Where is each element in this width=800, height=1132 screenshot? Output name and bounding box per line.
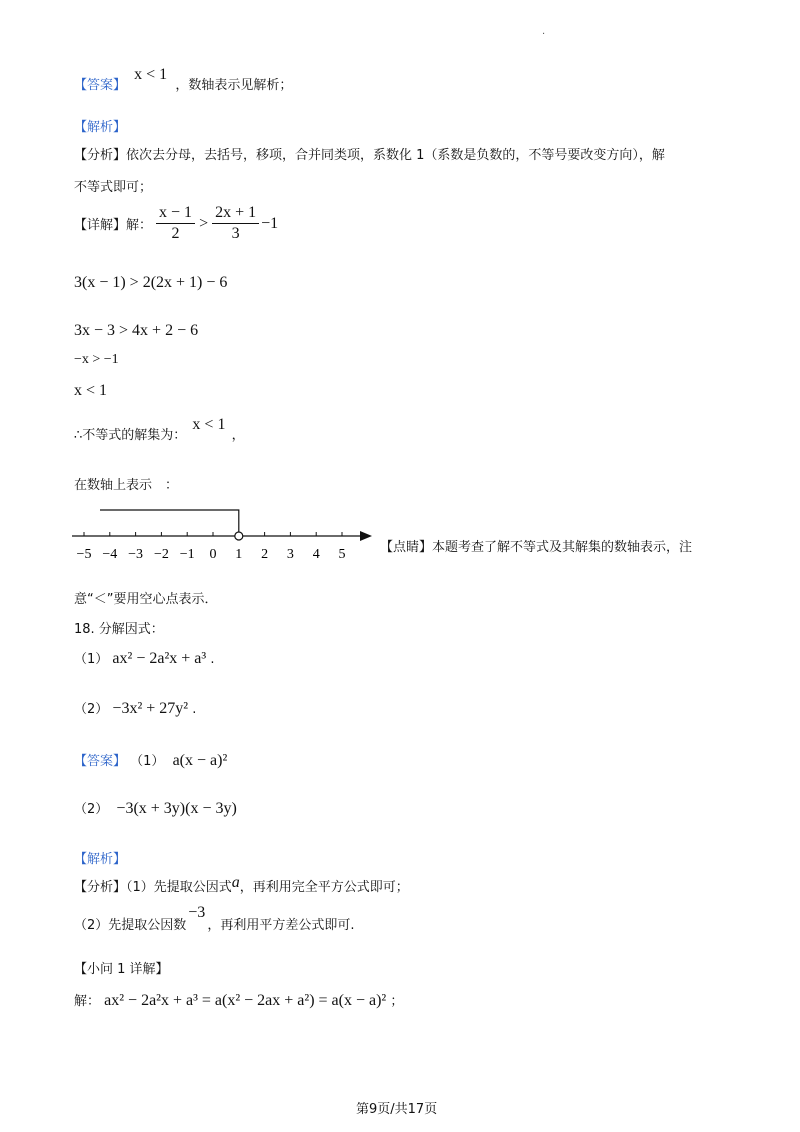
number-line-diagram — [60, 496, 380, 566]
analysis-text-1: 依次去分母，去括号，移项，合并同类项，系数化 1（系数是负数的，不等号要改变方向），解 — [126, 148, 665, 163]
solution-set-math: x < 1 — [192, 416, 226, 433]
tick-label: −1 — [179, 547, 195, 562]
tick-label: −3 — [128, 547, 144, 562]
analysis2-var-a: a — [231, 874, 240, 891]
step-2: 3x − 3 > 4x + 2 − 6 — [74, 322, 199, 339]
step-3: −x > −1 — [74, 352, 119, 367]
solution-set-line — [74, 416, 245, 444]
analysis2-tag: 【分析】 — [74, 880, 127, 895]
tick-label: 4 — [312, 547, 320, 562]
solution-range-bracket — [100, 510, 239, 532]
tick-label: 3 — [286, 547, 294, 562]
greater-than-sign: > — [199, 214, 209, 232]
step-1: 3(x − 1) > 2(2x + 1) − 6 — [74, 274, 228, 291]
step-4: x < 1 — [74, 382, 108, 399]
sub1-suffix: ； — [390, 994, 404, 1009]
analysis2-text-1a: （1）先提取公因式 — [126, 880, 232, 895]
open-endpoint-circle — [235, 532, 243, 540]
fraction-right-denominator: 3 — [231, 225, 240, 242]
fraction-right-numerator: 2x + 1 — [212, 204, 259, 224]
detail-prefix: 解： — [126, 218, 153, 233]
answer-line-2 — [74, 750, 227, 770]
analysis2-text-2b: ，再利用平方差公式即可. — [207, 918, 355, 933]
analysis-line-1 — [74, 144, 665, 163]
analysis2-var-neg3: −3 — [188, 904, 206, 921]
number-line-intro: 在数轴上表示 ： — [74, 478, 179, 493]
solution-set-prefix: ∴不等式的解集为： — [74, 428, 187, 443]
remark-text-1: 本题考查了解不等式及其解集的数轴表示，注 — [432, 540, 693, 555]
tick-label: −4 — [102, 547, 118, 562]
sub1-prefix: 解： — [74, 994, 101, 1009]
header-dot: . — [542, 26, 546, 37]
analysis-tag-2: 【解析】 — [74, 852, 127, 867]
sub-question-1-tag: 【小问 1 详解】 — [74, 962, 169, 977]
answer2-p1-label: （1） — [130, 754, 165, 769]
question-18-part-2 — [74, 698, 196, 718]
answer-line-3 — [74, 798, 237, 818]
tick-label: 1 — [235, 547, 243, 562]
answer2-p2-math: −3(x + 3y)(x − 3y) — [116, 800, 237, 817]
analysis2-line-2 — [74, 904, 355, 934]
tick-label: 0 — [209, 547, 217, 562]
answer2-tag: 【答案】 — [74, 754, 127, 769]
analysis2-text-2a: （2）先提取公因数 — [74, 918, 187, 933]
analysis-tag: 【解析】 — [74, 120, 127, 135]
remark-text-2: 意“＜”要用空心点表示． — [74, 592, 218, 607]
minus-one: −1 — [261, 214, 279, 232]
answer2-p2-label: （2） — [74, 802, 109, 817]
detail-tag: 【详解】 — [74, 218, 127, 233]
q18-p2-end: . — [192, 702, 197, 717]
analysis2-line-1 — [74, 876, 409, 896]
fraction-left — [156, 204, 195, 243]
answer2-p1-math: a(x − a)² — [172, 752, 228, 769]
tick-label: 2 — [261, 547, 269, 562]
remark-line-1 — [380, 536, 692, 555]
q18-p1-label: （1） — [74, 652, 109, 667]
fraction-left-denominator: 2 — [171, 225, 180, 242]
q18-p2-math: −3x² + 27y² — [112, 700, 189, 717]
fraction-right — [212, 204, 259, 243]
answer-math: x < 1 — [134, 66, 168, 83]
answer-tag: 【答案】 — [74, 78, 127, 93]
number-line-labels — [77, 547, 346, 562]
sub1-math: ax² − 2a²x + a³ = a(x² − 2ax + a²) = a(x − a)² — [104, 992, 387, 1009]
q18-p2-label: （2） — [74, 702, 109, 717]
remark-tag: 【点睛】 — [380, 540, 433, 555]
solution-set-suffix: ， — [231, 428, 245, 443]
question-18-part-1 — [74, 648, 214, 668]
question-18-title: 18. 分解因式： — [74, 622, 164, 637]
answer-text: ，数轴表示见解析； — [175, 78, 293, 93]
q18-p1-end: . — [210, 652, 215, 667]
tick-label: −2 — [153, 547, 169, 562]
fraction-left-numerator: x − 1 — [156, 204, 195, 224]
tick-label: −5 — [76, 547, 92, 562]
analysis2-text-1b: ，再利用完全平方公式即可； — [239, 880, 409, 895]
page-footer: 第9页/共17页 — [356, 1102, 438, 1117]
q18-p1-math: ax² − 2a²x + a³ — [112, 650, 207, 667]
analysis-text-2: 不等式即可； — [74, 180, 153, 195]
number-line-arrow — [360, 531, 372, 541]
answer-line-1 — [74, 66, 293, 94]
sub-question-1-line — [74, 990, 403, 1010]
tick-label: 5 — [338, 547, 346, 562]
detail-line — [74, 204, 278, 243]
analysis-tag-inline: 【分析】 — [74, 148, 127, 163]
